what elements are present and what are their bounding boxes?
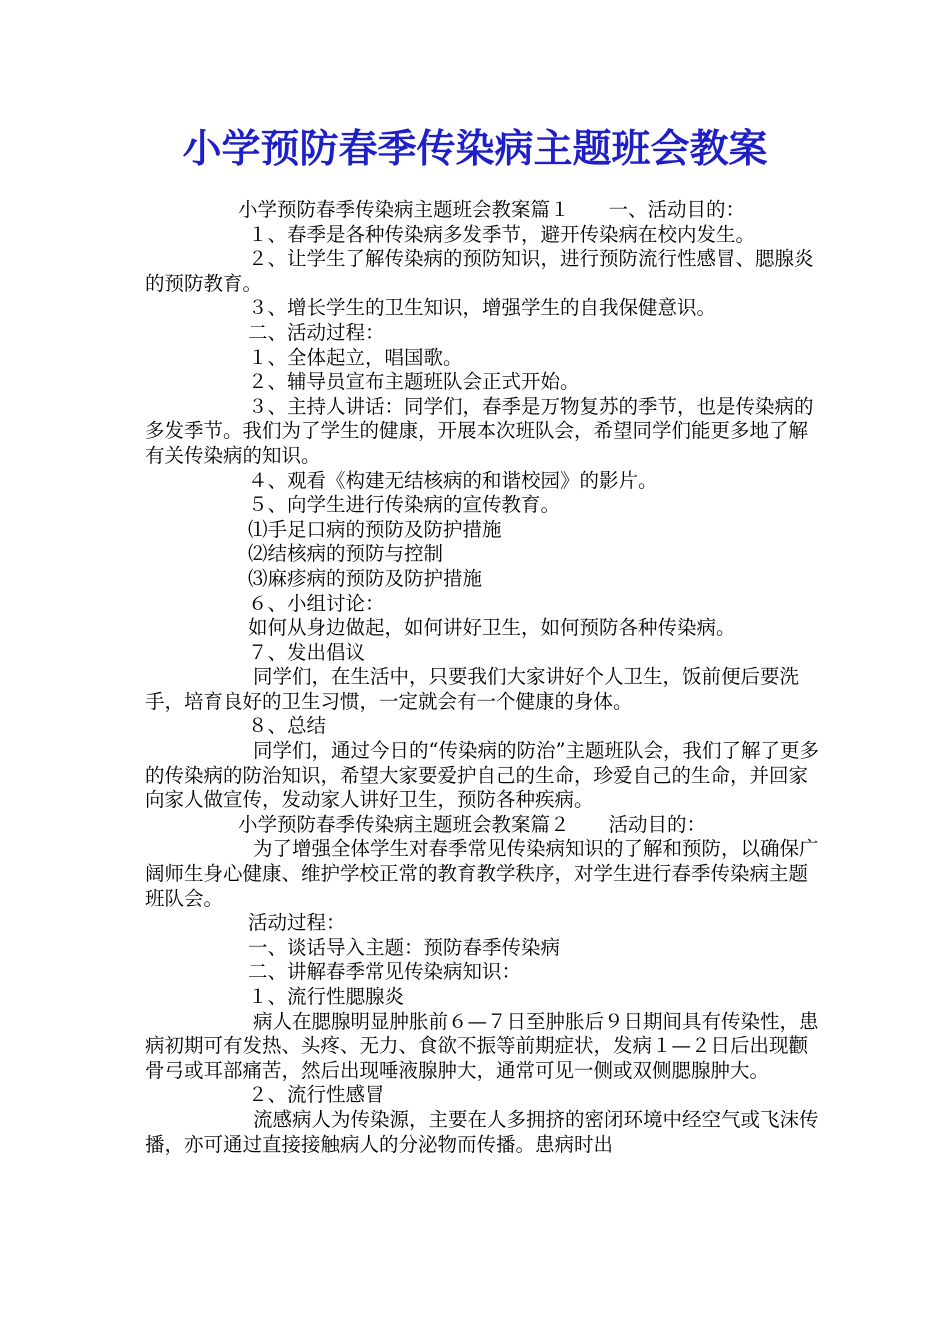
paragraph: ⑴手足口病的预防及防护措施 [248, 517, 502, 541]
document-title: 小学预防春季传染病主题班会教案 [182, 127, 768, 172]
paragraph: ５、向学生进行传染病的宣传教育。 [248, 493, 561, 517]
paragraph: ３、增长学生的卫生知识，增强学生的自我保健意识。 [248, 296, 717, 320]
paragraph: ２、让学生了解传染病的预防知识，进行预防流行性感冒、腮腺炎的预防教育。 [145, 247, 814, 295]
paragraph: 活动过程： [248, 911, 346, 935]
paragraph: ⑵结核病的预防与控制 [248, 542, 444, 566]
paragraph: 同学们，在生活中，只要我们大家讲好个人卫生，饭前便后要洗手，培育良好的卫生习惯，一定就会有一个健康的身体。 [145, 665, 800, 713]
paragraph: ３、主持人讲话：同学们，春季是万物复苏的季节，也是传染病的多发季节。我们为了学生的健康，开展本次班队会，希望同学们能更多地了解有关传染病的知识。 [145, 394, 814, 467]
paragraph: 同学们，通过今日的“传染病的防治”主题班队会，我们了解了更多的传染病的防治知识，希望大家要爱护自己的生命，珍爱自己的生命，并回家向家人做宣传，发动家人讲好卫生，预防各种疾病。 [145, 739, 819, 812]
paragraph: ８、总结 [248, 714, 327, 738]
paragraph: ⑶麻疹病的预防及防护措施 [248, 566, 483, 590]
paragraph: ６、小组讨论： [248, 591, 385, 615]
paragraph: ２、流行性感冒 [248, 1083, 385, 1107]
paragraph: ７、发出倡议 [248, 640, 366, 664]
paragraph: 流感病人为传染源，主要在人多拥挤的密闭环境中经空气或飞沫传播，亦可通过直接接触病人的分泌物而传播。患病时出 [145, 1107, 819, 1156]
paragraph: ２、辅导员宣布主题班队会正式开始。 [248, 370, 580, 394]
paragraph: 二、讲解春季常见传染病知识： [248, 960, 522, 984]
paragraph: １、春季是各种传染病多发季节，避开传染病在校内发生。 [248, 222, 756, 246]
paragraph: 小学预防春季传染病主题班会教案篇２ 活动目的： [238, 812, 707, 836]
paragraph: １、全体起立，唱国歌。 [248, 345, 463, 369]
paragraph: 二、活动过程： [248, 320, 385, 344]
document-body [145, 198, 825, 1157]
paragraph: 病人在腮腺明显肿胀前６—７日至肿胀后９日期间具有传染性，患病初期可有发热、头疼、无力、食欲不振等前期症状，发病１—２日后出现颧骨弓或耳部痛苦，然后出现唾液腺肿大，通常可见一侧或双侧腮腺肿大。 [145, 1009, 819, 1082]
paragraph: 小学预防春季传染病主题班会教案篇１ 一、活动目的： [238, 198, 746, 221]
paragraph: 一、谈话导入主题：预防春季传染病 [248, 935, 561, 959]
paragraph: 为了增强全体学生对春季常见传染病知识的了解和预防，以确保广阔师生身心健康、维护学校正常的教育教学秩序，对学生进行春季传染病主题班队会。 [145, 837, 819, 910]
paragraph: １、流行性腮腺炎 [248, 985, 405, 1008]
paragraph: 如何从身边做起，如何讲好卫生，如何预防各种传染病。 [248, 616, 736, 640]
paragraph: ４、观看《构建无结核病的和谐校园》的影片。 [248, 468, 658, 492]
